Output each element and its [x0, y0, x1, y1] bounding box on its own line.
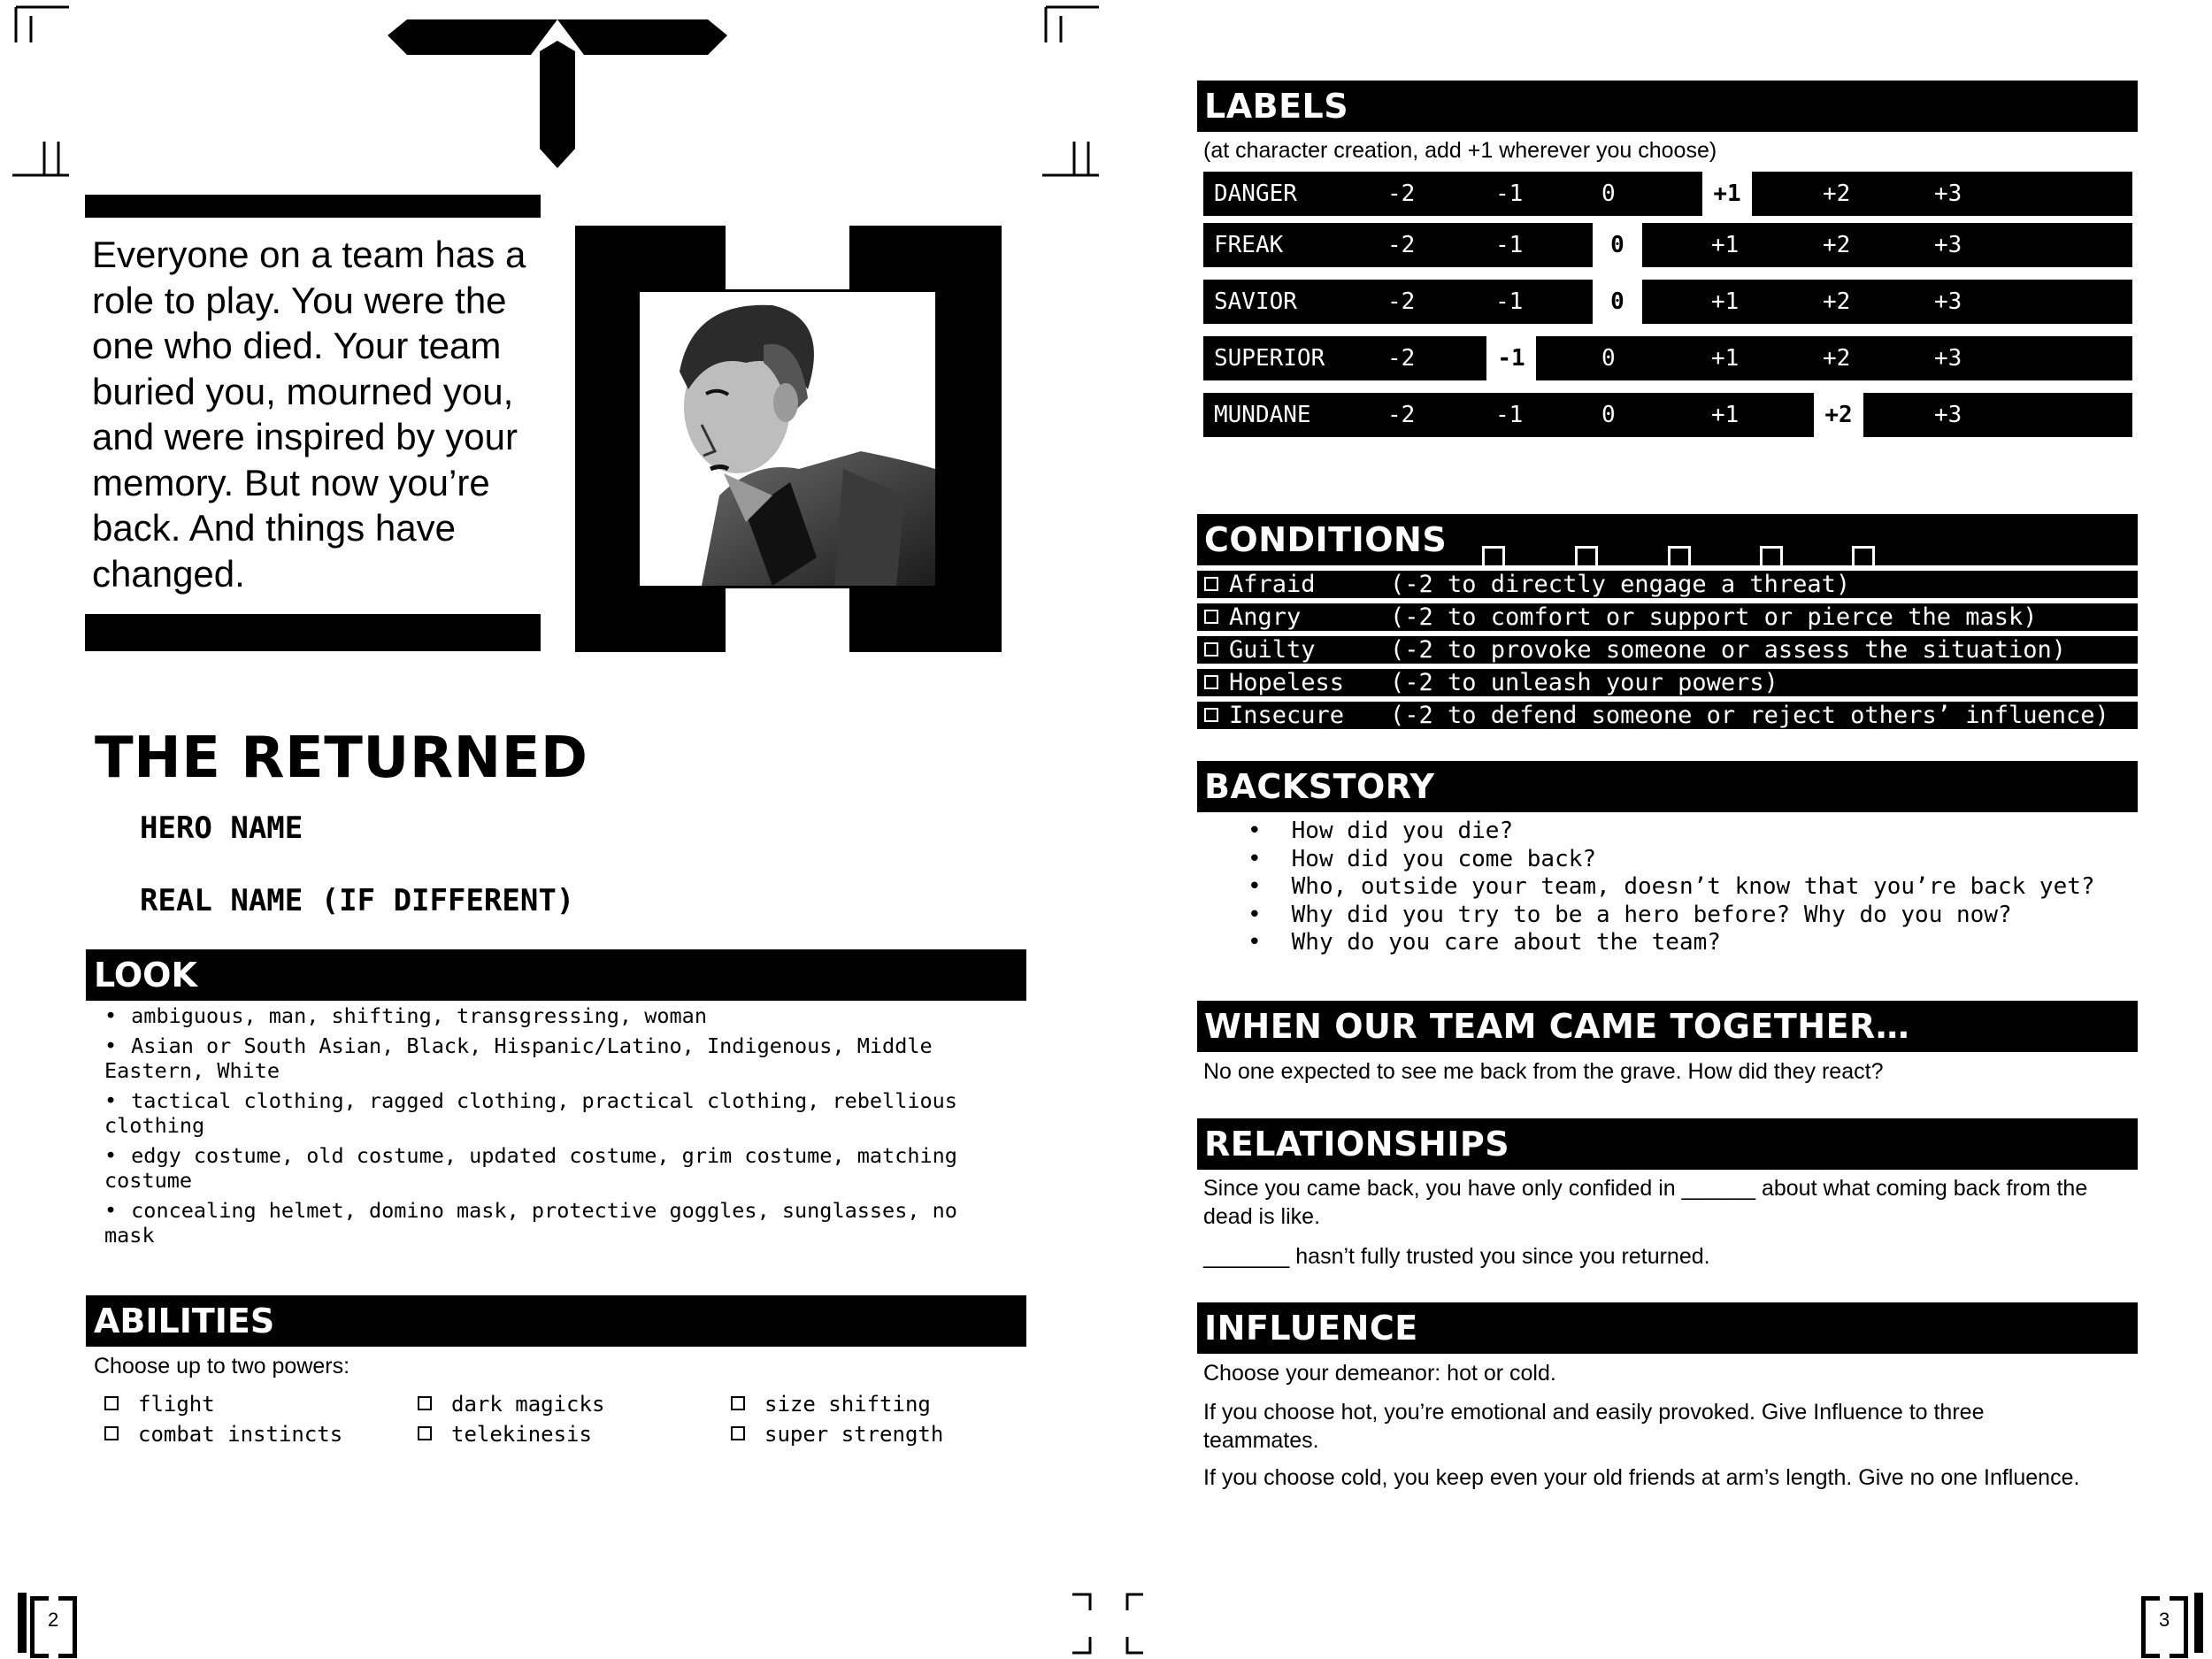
- relationships-line-1: Since you came back, you have only confided in ______ about what coming back from the dead is like.: [1203, 1176, 2088, 1229]
- label-name: SUPERIOR: [1214, 345, 1325, 372]
- backstory-list: [1248, 818, 2095, 957]
- label-value-marked[interactable]: +1: [1702, 172, 1752, 216]
- checkbox[interactable]: [418, 1426, 432, 1440]
- checkbox[interactable]: [104, 1426, 119, 1440]
- influence-p2: If you choose hot, you’re emotional and easily provoked. Give Influence to three teammates.: [1203, 1400, 1985, 1453]
- condition-name: Afraid: [1229, 571, 1316, 598]
- label-name: FREAK: [1214, 232, 1284, 258]
- power-telekinesis[interactable]: telekinesis: [418, 1421, 592, 1448]
- backstory-question: • How did you die?: [1248, 818, 1514, 844]
- condition-effect: (-2 to comfort or support or pierce the mask): [1390, 603, 2038, 631]
- abilities-intro: Choose up to two powers:: [94, 1354, 350, 1379]
- condition-name: Angry: [1229, 603, 1302, 631]
- page-number: 3: [2159, 1609, 2170, 1631]
- checkbox[interactable]: [1204, 577, 1218, 591]
- label-value[interactable]: +2: [1823, 345, 1851, 372]
- checkbox[interactable]: [731, 1396, 745, 1410]
- checkbox[interactable]: [418, 1396, 432, 1410]
- team-text: No one expected to see me back from the grave. How did they react?: [1203, 1059, 1884, 1084]
- look-item: • tactical clothing, ragged clothing, practical clothing, rebellious clothing: [104, 1088, 957, 1138]
- label-value[interactable]: 0: [1601, 345, 1616, 372]
- label-name: MUNDANE: [1214, 402, 1311, 428]
- label-value[interactable]: +3: [1934, 402, 1962, 428]
- condition-name: Insecure: [1229, 702, 1345, 729]
- conditions-heading: CONDITIONS: [1197, 514, 2138, 565]
- condition-row[interactable]: [1197, 603, 2138, 631]
- page-number: 2: [48, 1609, 59, 1631]
- label-value-marked[interactable]: -1: [1486, 336, 1536, 380]
- page-number-left: [18, 1593, 87, 1653]
- hero-name-label: HERO NAME: [140, 810, 303, 846]
- label-value-marked[interactable]: 0: [1593, 223, 1642, 267]
- look-list: [104, 1003, 1007, 1253]
- label-value[interactable]: +3: [1934, 232, 1962, 258]
- influence-p3: If you choose cold, you keep even your old friends at arm’s length. Give no one Influence.: [1203, 1465, 2080, 1490]
- label-value[interactable]: +3: [1934, 345, 1962, 372]
- backstory-question: • Why did you try to be a hero before? Why do you now?: [1248, 901, 2012, 928]
- intro-bottom-bar: [85, 614, 541, 651]
- condition-effect: (-2 to provoke someone or assess the situation): [1390, 636, 2067, 664]
- label-value[interactable]: +1: [1711, 402, 1740, 428]
- checkbox[interactable]: [731, 1426, 745, 1440]
- condition-row[interactable]: [1197, 702, 2138, 729]
- checkbox[interactable]: [1204, 675, 1218, 689]
- checkbox[interactable]: [1204, 610, 1218, 624]
- power-combat-instincts[interactable]: combat instincts: [104, 1421, 342, 1448]
- power-size-shifting[interactable]: size shifting: [731, 1391, 931, 1417]
- label-value[interactable]: -2: [1387, 402, 1416, 428]
- look-item: • ambiguous, man, shifting, transgressing, woman: [104, 1003, 707, 1028]
- label-value[interactable]: 0: [1601, 180, 1616, 207]
- label-value[interactable]: -1: [1495, 180, 1524, 207]
- emblem-logo: [380, 16, 734, 175]
- label-value[interactable]: -1: [1495, 232, 1524, 258]
- label-name: SAVIOR: [1214, 288, 1297, 315]
- backstory-question: • How did you come back?: [1248, 845, 1597, 872]
- label-value[interactable]: +3: [1934, 180, 1962, 207]
- abilities-heading: ABILITIES: [86, 1295, 1026, 1347]
- label-value[interactable]: -1: [1495, 288, 1524, 315]
- page-number-right: [2134, 1593, 2203, 1653]
- condition-row[interactable]: [1197, 571, 2138, 598]
- real-name-label: REAL NAME (IF DIFFERENT): [140, 883, 575, 918]
- relationships-heading: RELATIONSHIPS: [1197, 1118, 2138, 1170]
- labels-note: (at character creation, add +1 wherever you choose): [1203, 138, 1717, 163]
- label-value[interactable]: -2: [1387, 345, 1416, 372]
- label-row-mundane: [1203, 393, 2132, 437]
- backstory-question: • Who, outside your team, doesn’t know that you’re back yet?: [1248, 873, 2095, 900]
- power-super-strength[interactable]: super strength: [731, 1421, 943, 1448]
- condition-effect: (-2 to directly engage a threat): [1390, 571, 1851, 598]
- condition-row[interactable]: [1197, 636, 2138, 664]
- label-row-savior: [1203, 280, 2132, 324]
- label-name: DANGER: [1214, 180, 1297, 207]
- condition-name: Guilty: [1229, 636, 1316, 664]
- label-value[interactable]: +2: [1823, 180, 1851, 207]
- checkbox[interactable]: [104, 1396, 119, 1410]
- look-heading: LOOK: [86, 949, 1026, 1001]
- intro-top-bar: [85, 195, 541, 218]
- power-flight[interactable]: flight: [104, 1391, 215, 1417]
- label-value[interactable]: -2: [1387, 232, 1416, 258]
- team-heading: WHEN OUR TEAM CAME TOGETHER…: [1197, 1001, 2138, 1052]
- label-value[interactable]: +2: [1823, 232, 1851, 258]
- power-dark-magicks[interactable]: dark magicks: [418, 1391, 604, 1417]
- labels-heading: LABELS: [1197, 81, 2138, 132]
- label-value[interactable]: +1: [1711, 232, 1740, 258]
- influence-heading: INFLUENCE: [1197, 1302, 2138, 1354]
- page-title: THE RETURNED: [95, 726, 588, 791]
- label-row-superior: [1203, 336, 2132, 380]
- label-row-danger: [1203, 172, 2132, 216]
- condition-name: Hopeless: [1229, 669, 1345, 696]
- condition-effect: (-2 to defend someone or reject others’ influence): [1390, 702, 2109, 729]
- character-portrait: [640, 292, 935, 586]
- backstory-heading: BACKSTORY: [1197, 761, 2138, 812]
- label-value[interactable]: -2: [1387, 180, 1416, 207]
- backstory-question: • Why do you care about the team?: [1248, 929, 1721, 956]
- checkbox[interactable]: [1204, 708, 1218, 722]
- label-value[interactable]: +3: [1934, 288, 1962, 315]
- condition-row[interactable]: [1197, 669, 2138, 696]
- label-value[interactable]: +1: [1711, 288, 1740, 315]
- label-value[interactable]: -1: [1495, 402, 1524, 428]
- label-value[interactable]: +2: [1823, 288, 1851, 315]
- look-item: • edgy costume, old costume, updated costume, grim costume, matching costume: [104, 1143, 957, 1193]
- condition-effect: (-2 to unleash your powers): [1390, 669, 1778, 696]
- label-value-marked[interactable]: +2: [1814, 393, 1863, 437]
- label-value[interactable]: -2: [1387, 288, 1416, 315]
- look-item: • Asian or South Asian, Black, Hispanic/Latino, Indigenous, Middle Eastern, White: [104, 1033, 933, 1083]
- influence-p1: Choose your demeanor: hot or cold.: [1203, 1361, 1556, 1386]
- portrait-frame: [575, 226, 1002, 652]
- label-row-freak: [1203, 223, 2132, 267]
- intro-text: Everyone on a team has a role to play. You were the one who died. Your team buried you, mourned you, and were inspired by your memory. But now you’re back. And things have changed.: [92, 234, 526, 595]
- label-value-marked[interactable]: 0: [1593, 280, 1642, 324]
- look-item: • concealing helmet, domino mask, protective goggles, sunglasses, no mask: [104, 1198, 957, 1248]
- checkbox[interactable]: [1204, 642, 1218, 657]
- label-value[interactable]: 0: [1601, 402, 1616, 428]
- relationships-line-2: _______ hasn’t fully trusted you since you returned.: [1203, 1244, 1710, 1269]
- label-value[interactable]: +1: [1711, 345, 1740, 372]
